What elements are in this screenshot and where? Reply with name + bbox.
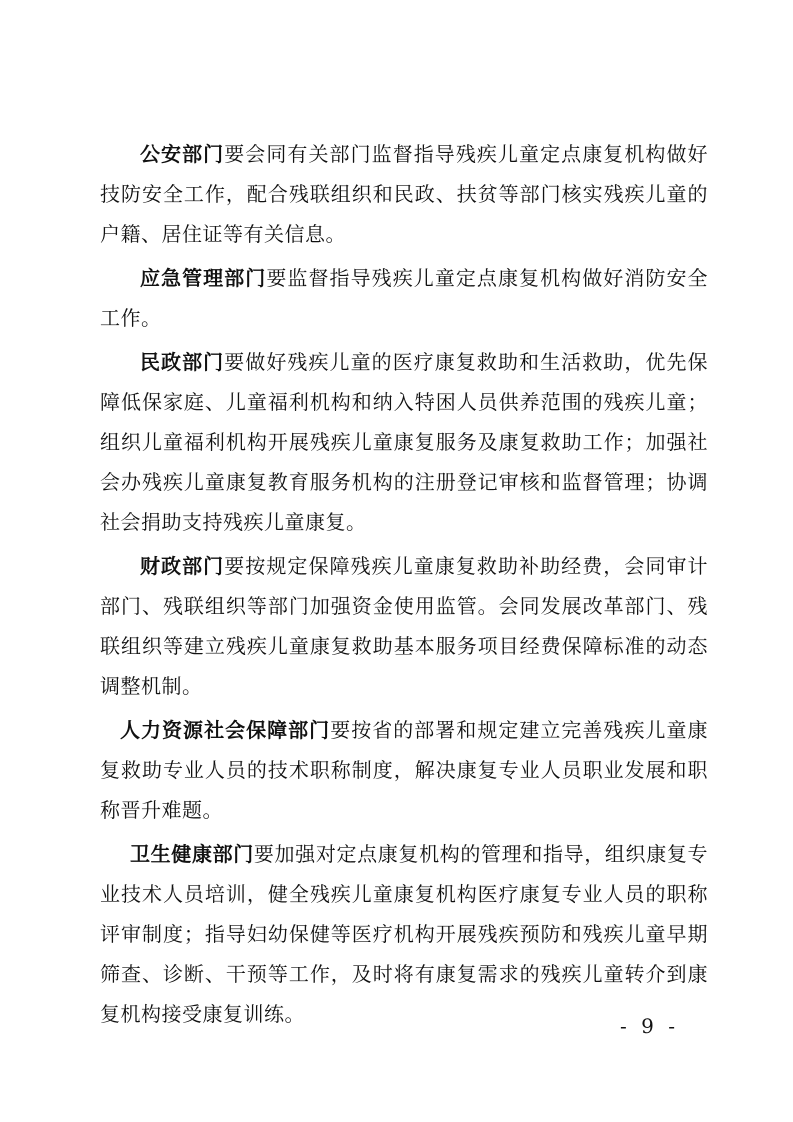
- document-body: [100, 134, 708, 1038]
- dept-name: 人力资源社会保障部门: [120, 718, 331, 742]
- dept-name: 民政部门: [140, 350, 225, 374]
- paragraph-public-security: [100, 134, 708, 254]
- paragraph-emergency-management: [100, 258, 708, 338]
- paragraph-text: 要监督指导残疾儿童定点康复机构做好消防安全工作。: [100, 266, 709, 330]
- paragraph-text: 要按规定保障残疾儿童康复救助补助经费，会同审计部门、残联组织等部门加强资金使用监管。会同发展改革部门、残联组织等建立残疾儿童康复救助基本服务项目经费保障标准的动态调整机制。: [100, 554, 709, 698]
- paragraph-text: 要加强对定点康复机构的管理和指导，组织康复专业技术人员培训，健全残疾儿童康复机构医疗康复专业人员的职称评审制度；指导妇幼保健等医疗机构开展残疾预防和残疾儿童早期筛查、诊断、干预等工作，及时将有康复需求的残疾儿童转介到康复机构接受康复训练。: [100, 842, 709, 1026]
- paragraph-human-resources: [100, 710, 708, 830]
- paragraph-finance: [100, 546, 708, 706]
- paragraph-text: 要按省的部署和规定建立完善残疾儿童康复救助专业人员的技术职称制度，解决康复专业人员职业发展和职称晋升难题。: [100, 718, 709, 822]
- dept-name: 卫生健康部门: [130, 842, 254, 866]
- page-number: - 9 -: [620, 1014, 679, 1038]
- dept-name: 财政部门: [140, 554, 225, 578]
- paragraph-civil-affairs: [100, 342, 708, 542]
- paragraph-text: 要做好残疾儿童的医疗康复救助和生活救助，优先保障低保家庭、儿童福利机构和纳入特困人员供养范围的残疾儿童；组织儿童福利机构开展残疾儿童康复服务及康复救助工作；加强社会办残疾儿童康复教育服务机构的注册登记审核和监督管理；协调社会捐助支持残疾儿童康复。: [100, 350, 709, 534]
- dept-name: 公安部门: [140, 142, 225, 166]
- paragraph-text: 要会同有关部门监督指导残疾儿童定点康复机构做好技防安全工作，配合残联组织和民政、扶贫等部门核实残疾儿童的户籍、居住证等有关信息。: [100, 142, 709, 246]
- dept-name: 应急管理部门: [140, 266, 267, 290]
- paragraph-health: [100, 834, 708, 1034]
